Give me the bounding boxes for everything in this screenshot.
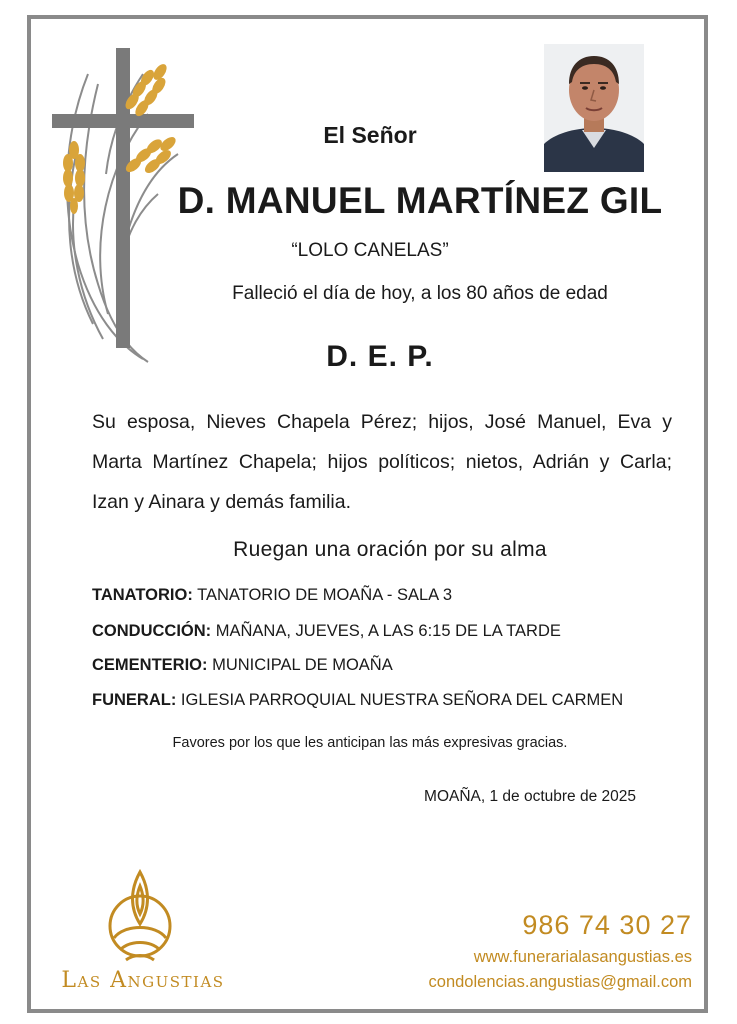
dep-heading: D. E. P.	[326, 340, 434, 373]
detail-label: FUNERAL:	[92, 691, 177, 709]
website-link[interactable]: www.funerarialasangustias.es	[473, 948, 692, 966]
prayer-request: Ruegan una oración por su alma	[233, 538, 547, 561]
detail-label: CONDUCCIÓN:	[92, 622, 212, 640]
detail-cementerio	[92, 656, 393, 675]
thanks-text: Favores por los que les anticipan las más expresivas gracias.	[172, 735, 568, 751]
family-paragraph: Su esposa, Nieves Chapela Pérez; hijos, José Manuel, Eva y Marta Martínez Chapela; hijos políticos; nietos, Adrián y Carla; Izan y Ainara y demás familia.	[92, 411, 672, 513]
detail-value: MAÑANA, JUEVES, A LAS 6:15 DE LA TARDE	[215, 622, 561, 640]
detail-tanatorio	[92, 586, 452, 605]
title-prefix: El Señor	[323, 122, 417, 148]
death-notice: Falleció el día de hoy, a los 80 años de edad	[232, 283, 608, 304]
detail-funeral	[92, 691, 623, 710]
detail-label: CEMENTERIO:	[92, 656, 208, 674]
brand-name: Las Angustias	[61, 968, 225, 993]
detail-value: TANATORIO DE MOAÑA - SALA 3	[197, 586, 453, 604]
las-angustias-logo-icon	[96, 868, 184, 968]
detail-label: TANATORIO:	[92, 586, 193, 604]
detail-value: IGLESIA PARROQUIAL NUESTRA SEÑORA DEL CARMEN	[180, 691, 624, 709]
portrait-photo	[544, 44, 644, 172]
detail-value: MUNICIPAL DE MOAÑA	[212, 656, 393, 674]
detail-conduccion	[92, 622, 561, 641]
email-link[interactable]: condolencias.angustias@gmail.com	[428, 973, 692, 991]
phone-number[interactable]: 986 74 30 27	[522, 910, 692, 940]
nickname: “LOLO CANELAS”	[291, 240, 449, 261]
place-date: MOAÑA, 1 de octubre de 2025	[424, 788, 636, 805]
deceased-name: D. MANUEL MARTÍNEZ GIL	[177, 180, 663, 221]
